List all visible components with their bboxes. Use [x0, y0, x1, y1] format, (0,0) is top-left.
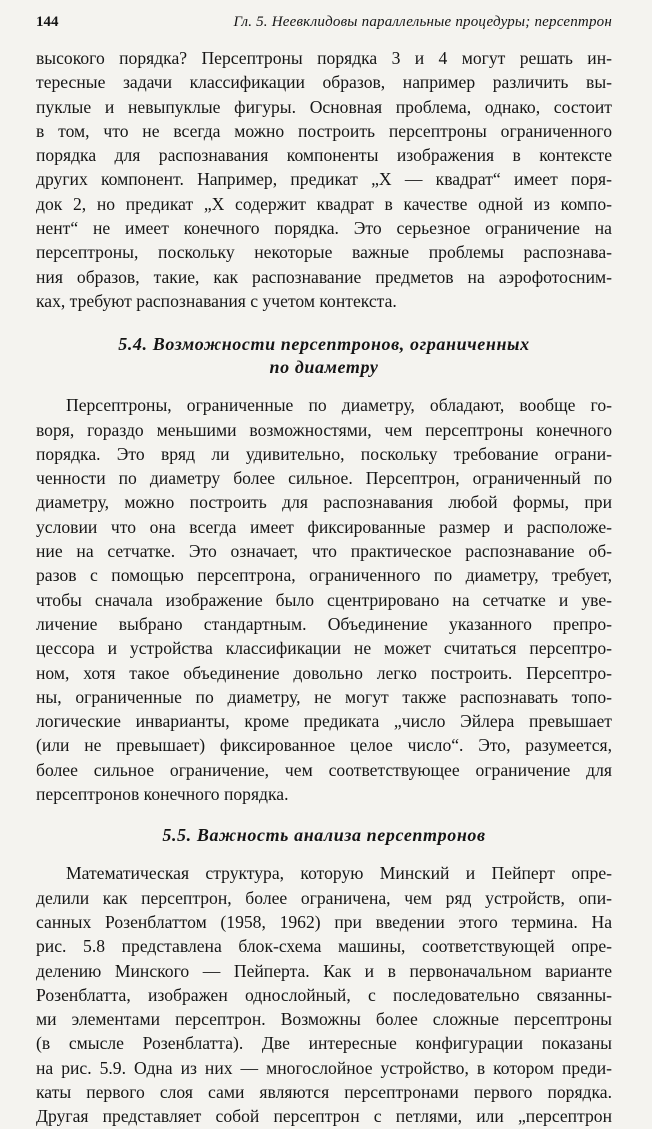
text-line: ках, требуют распознавания с учетом контекста. [36, 290, 397, 311]
text-line: воря, гораздо меньшими возможностями, чем персептроны конечного [36, 419, 612, 440]
section-5-4-body [36, 393, 612, 806]
text-line: более сильное ограничение, чем соответствующее ограничение для [36, 759, 612, 780]
text-line: Персептроны, ограниченные по диаметру, обладают, вообще го- [66, 395, 612, 416]
text-line: порядка для распознавания компоненты изображения в контексте [36, 145, 612, 166]
text-line: диаметру, можно построить для распознавания любой формы, при [36, 492, 612, 513]
text-line: ном, хотя такое объединение довольно легко построить. Персептро- [36, 662, 612, 683]
text-line: порядка. Это вряд ли удивительно, поскольку требование ограни- [36, 443, 612, 464]
text-line: разов с помощью персептрона, ограниченного по диаметру, требует, [36, 565, 612, 586]
text-line: цессора и устройства классификации не может считаться персептро- [36, 638, 612, 659]
text-line: санных Розенблаттом (1958, 1962) при введении этого термина. На [36, 911, 612, 932]
text-line: каты первого слоя сами являются персептронами первого порядка. [36, 1081, 612, 1102]
section-heading-line: по диаметру [269, 357, 379, 378]
text-line: на рис. 5.9. Одна из них — многослойное устройство, в котором преди- [36, 1057, 612, 1078]
text-line: (или не превышает) фиксированное целое число“. Это, разумеется, [36, 735, 612, 756]
text-line: персептронов конечного порядка. [36, 784, 289, 805]
text-line: в том, что не всегда можно построить персептроны ограниченного [36, 120, 612, 141]
text-line: других компонент. Например, предикат „X — квадрат“ имеет поря- [36, 169, 612, 190]
text-line: ние на сетчатке. Это означает, что практическое распознавание об- [36, 541, 612, 562]
text-line: персептроны, поскольку некоторые важные проблемы распознава- [36, 242, 612, 263]
text-line: делили как персептрон, более ограничена, чем ряд устройств, опи- [36, 887, 612, 908]
text-line: (в смысле Розенблатта). Две интересные конфигурации показаны [36, 1033, 612, 1054]
paragraph-continuation [36, 46, 612, 313]
text-line: ны, ограниченные по диаметру, не могут также распознавать топо- [36, 686, 612, 707]
page-number: 144 [36, 14, 59, 30]
text-line: рис. 5.8 представлена блок-схема машины, соответствующей опре- [36, 936, 612, 957]
text-line: Другая представляет собой персептрон с петлями, или „персептрон [36, 1106, 612, 1127]
text-line: Математическая структура, которую Минский и Пейперт опре- [66, 863, 612, 884]
text-line: логические инварианты, кроме предиката „число Эйлера превышает [36, 711, 612, 732]
running-header [36, 14, 612, 36]
chapter-title: Гл. 5. Неевклидовы параллельные процедуры; персептрон [233, 14, 612, 30]
text-line: Розенблатта, изображен однослойный, с последовательно связанны- [36, 984, 612, 1005]
text-line: тересные задачи классификации образов, например различить вы- [36, 72, 612, 93]
text-line: личение выбрано стандартным. Объединение указанного препро- [36, 613, 612, 634]
text-line: ния образов, такие, как распознавание предметов на аэрофотосним- [36, 266, 612, 287]
section-heading-5-5: 5.5. Важность анализа персептронов [162, 825, 486, 846]
text-line: высокого порядка? Персептроны порядка 3 и 4 могут решать ин- [36, 48, 612, 68]
text-line: чтобы сначала изображение было сцентрировано на сетчатке и уве- [36, 589, 612, 610]
text-line: делению Минского — Пейперта. Как и в первоначальном варианте [36, 960, 612, 981]
section-heading-line: 5.4. Возможности персептронов, ограниченных [118, 334, 530, 355]
text-line: док 2, но предикат „X содержит квадрат в качестве одной из компо- [36, 193, 612, 214]
text-line: ми элементами персептрон. Возможны более сложные персептроны [36, 1009, 612, 1030]
section-5-5-body [36, 861, 612, 1128]
text-line: нент“ не имеет конечного порядка. Это серьезное ограничение на [36, 218, 612, 239]
section-heading-5-4 [36, 333, 612, 379]
text-line: пуклые и невыпуклые фигуры. Основная проблема, однако, состоит [36, 96, 612, 117]
text-line: ченности по диаметру более сильное. Персептрон, ограниченный по [36, 468, 612, 489]
text-line: условии что она всегда имеет фиксированные размер и расположе- [36, 516, 612, 537]
